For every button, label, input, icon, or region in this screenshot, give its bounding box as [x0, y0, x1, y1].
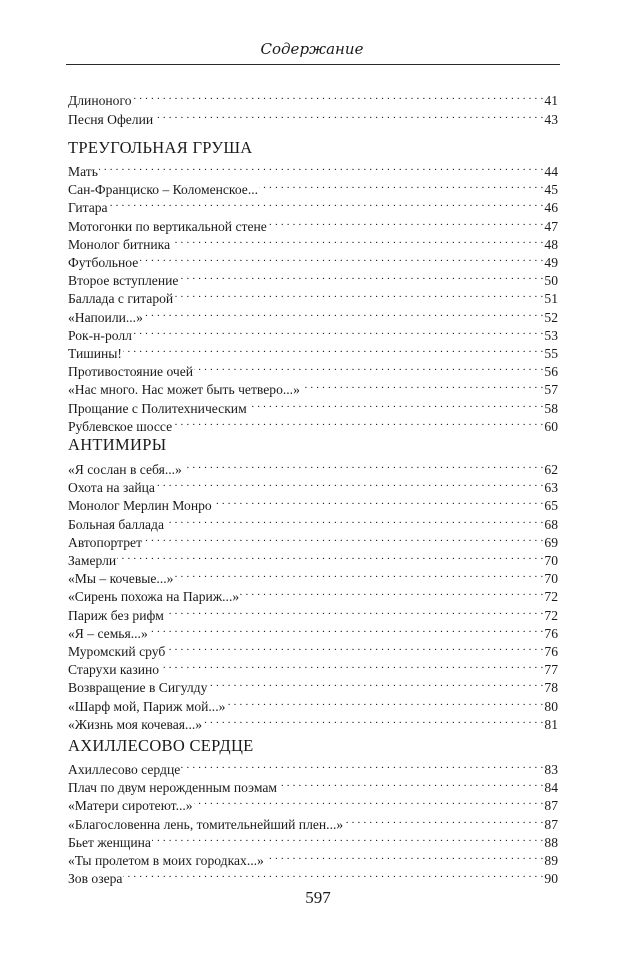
dot-leader [156, 474, 543, 492]
running-head: Содержание [260, 40, 364, 58]
entry-page-number: 72 [544, 607, 558, 623]
entry-title: «Я сослан в себя...» [68, 462, 182, 477]
entry-page-number: 80 [544, 698, 558, 714]
toc-entry [68, 865, 558, 887]
entry-title: «Жизнь моя кочевая...» [68, 716, 203, 732]
dot-leader [344, 811, 543, 829]
entry-title: Прощание с Политехническим [68, 400, 247, 416]
dot-leader [160, 656, 543, 674]
dot-leader [240, 583, 543, 601]
entry-page-number: 57 [544, 382, 558, 398]
entry-title: «Ты пролетом в моих городках...» [68, 853, 264, 868]
toc-entry [68, 756, 558, 777]
entry-title: Мотогонки по вертикальной стене [68, 218, 267, 234]
dot-leader [226, 693, 543, 711]
toc-entry [68, 511, 558, 532]
entry-title: Монолог Мерлин Монро [68, 498, 212, 514]
entry-page-number: 87 [544, 798, 558, 814]
toc-entry [68, 792, 558, 814]
entry-title: «Благословенна лень, томительнейший плен...» [68, 816, 344, 832]
toc-entry [68, 456, 558, 477]
dot-leader [166, 638, 543, 656]
entry-page-number: 88 [544, 834, 558, 850]
section-heading: ТРЕУГОЛЬНАЯ ГРУША [68, 138, 253, 157]
section-heading: АХИЛЛЕСОВО СЕРДЦЕ [68, 736, 254, 755]
entry-title: Тишины! [68, 346, 122, 361]
dot-leader [165, 602, 544, 620]
toc-entry [68, 87, 558, 108]
toc-entry [68, 602, 558, 623]
toc-entry [68, 674, 558, 696]
dot-leader [301, 376, 544, 394]
toc-entry [68, 358, 558, 380]
entry-title: Больная баллада [68, 516, 164, 532]
dot-leader [144, 304, 544, 322]
toc-entry [68, 304, 558, 325]
toc-entry [68, 547, 558, 568]
entry-title: Плач по двум нерожденным поэмам [68, 780, 277, 796]
entry-page-number: 62 [544, 462, 558, 477]
toc-entry [68, 811, 558, 832]
entry-title: Гитара [68, 200, 108, 216]
toc-entry [68, 413, 558, 434]
toc-entry [68, 376, 558, 398]
dot-leader [117, 547, 543, 565]
entry-title: Замерли [68, 553, 117, 568]
page-number: 597 [305, 888, 331, 907]
dot-leader [171, 231, 543, 249]
section-heading: АНТИМИРЫ [68, 435, 167, 454]
entry-page-number: 70 [544, 553, 558, 568]
entry-page-number: 76 [544, 625, 558, 641]
toc-entry [68, 620, 558, 641]
toc-entry [68, 395, 558, 416]
entry-title: Бьет женщина [68, 834, 151, 850]
toc-entry [68, 829, 558, 850]
dot-leader [174, 565, 543, 583]
entry-page-number: 78 [544, 680, 558, 696]
entry-title: Париж без рифм [68, 607, 164, 623]
dot-leader [179, 267, 543, 285]
entry-title: Противостояние очей [68, 364, 194, 380]
dot-leader [139, 249, 543, 267]
dot-leader [248, 395, 544, 413]
dot-leader [143, 529, 543, 547]
toc-entry [68, 565, 558, 587]
entry-page-number: 83 [544, 762, 558, 777]
dot-leader [194, 358, 543, 376]
dot-leader [165, 511, 543, 529]
dot-leader [152, 829, 543, 847]
toc-entry [68, 106, 558, 127]
header-rule [66, 64, 560, 65]
entry-page-number: 49 [544, 255, 558, 270]
entry-page-number: 60 [544, 418, 558, 434]
entry-page-number: 47 [544, 218, 558, 234]
dot-leader [123, 865, 543, 883]
entry-page-number: 63 [544, 480, 558, 496]
toc-entry [68, 285, 558, 307]
dot-leader [109, 194, 544, 212]
entry-title: «Нас много. Нас может быть четверо...» [68, 382, 300, 398]
entry-title: Сан-Франциско – Коломенское... [68, 182, 259, 198]
dot-leader [149, 620, 544, 638]
entry-title: Второе вступление [68, 273, 179, 289]
entry-page-number: 65 [544, 498, 558, 514]
entry-page-number: 84 [544, 780, 558, 796]
entry-title: Муромский сруб [68, 644, 166, 659]
dot-leader [213, 492, 544, 510]
entry-title: Песня Офелии [68, 112, 154, 127]
toc-entry [68, 340, 558, 361]
toc-entry [68, 693, 558, 714]
entry-page-number: 68 [544, 516, 558, 532]
entry-page-number: 77 [544, 662, 558, 678]
entry-page-number: 56 [544, 364, 558, 380]
dot-leader [278, 774, 543, 792]
toc-entry [68, 583, 558, 605]
toc-entry [68, 474, 558, 496]
entry-title: Рок-н-ролл [68, 327, 132, 343]
entry-title: Монолог битника [68, 236, 171, 252]
dot-leader [259, 176, 543, 194]
dot-leader [208, 674, 543, 692]
entry-page-number: 50 [544, 273, 558, 289]
toc-entry [68, 656, 558, 678]
dot-leader [99, 158, 543, 176]
toc-entry [68, 267, 558, 289]
entry-page-number: 90 [544, 871, 558, 887]
entry-title: «Матери сиротеют...» [68, 798, 193, 814]
dot-leader [183, 456, 544, 474]
entry-page-number: 55 [544, 346, 558, 361]
toc-entry [68, 492, 558, 514]
entry-title: Мать [68, 164, 98, 179]
toc-entry [68, 638, 558, 659]
entry-page-number: 87 [544, 816, 558, 832]
entry-title: Возвращение в Сигулду [68, 680, 208, 696]
entry-title: Ахиллесово сердце [68, 762, 181, 777]
dot-leader [181, 756, 543, 774]
entry-title: Футбольное [68, 255, 139, 270]
entry-page-number: 81 [544, 716, 558, 732]
toc-entry [68, 847, 558, 868]
entry-page-number: 44 [544, 164, 558, 179]
toc-entry [68, 194, 558, 216]
toc-entry [68, 213, 558, 234]
entry-title: «Напоили...» [68, 309, 143, 325]
dot-leader [133, 87, 544, 105]
dot-leader [174, 285, 543, 303]
entry-page-number: 89 [544, 853, 558, 868]
entry-page-number: 45 [544, 182, 558, 198]
toc-entry [68, 711, 558, 732]
dot-leader [194, 792, 544, 810]
entry-title: «Я – семья...» [68, 625, 148, 641]
toc-entry [68, 774, 558, 796]
dot-leader [268, 213, 544, 231]
entry-page-number: 41 [544, 93, 558, 108]
entry-title: «Шарф мой, Париж мой...» [68, 698, 226, 714]
entry-page-number: 58 [544, 400, 558, 416]
toc-entry [68, 231, 558, 252]
entry-page-number: 48 [544, 236, 558, 252]
dot-leader [154, 106, 543, 124]
toc-entry [68, 249, 558, 270]
dot-leader [265, 847, 544, 865]
entry-page-number: 51 [544, 291, 558, 307]
entry-title: «Мы – кочевые...» [68, 571, 174, 587]
entry-title: «Сирень похожа на Париж...» [68, 589, 240, 605]
entry-title: Рублевское шоссе [68, 418, 173, 434]
dot-leader [173, 413, 543, 431]
toc-entry [68, 529, 558, 550]
entry-title: Длиноного [68, 93, 132, 108]
entry-page-number: 43 [544, 112, 558, 127]
entry-title: Старухи казино [68, 662, 160, 678]
dot-leader [133, 322, 543, 340]
entry-title: Зов озера [68, 871, 123, 887]
dot-leader [123, 340, 543, 358]
entry-page-number: 46 [544, 200, 558, 216]
entry-page-number: 52 [544, 309, 558, 325]
entry-page-number: 76 [544, 644, 558, 659]
entry-title: Охота на зайца [68, 480, 155, 496]
entry-page-number: 53 [544, 327, 558, 343]
dot-leader [203, 711, 543, 729]
entry-page-number: 70 [544, 571, 558, 587]
entry-title: Баллада с гитарой [68, 291, 174, 307]
entry-title: Автопортрет [68, 534, 143, 550]
entry-page-number: 69 [544, 534, 558, 550]
entry-page-number: 72 [544, 589, 558, 605]
toc-entry [68, 176, 558, 198]
toc-entry [68, 158, 558, 179]
toc-entry [68, 322, 558, 343]
